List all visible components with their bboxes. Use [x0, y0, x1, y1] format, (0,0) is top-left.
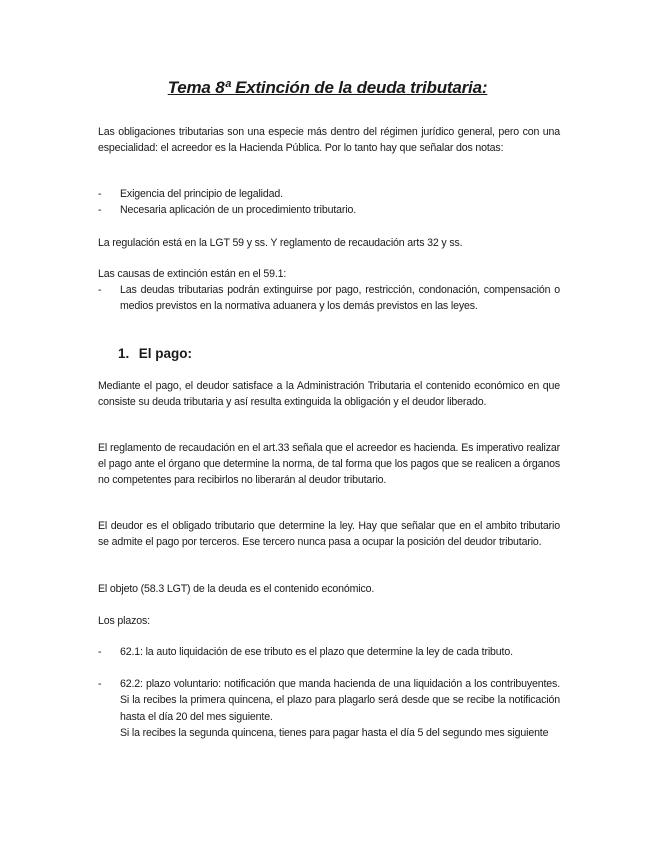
plazo-text-continued: Si la recibes la segunda quincena, tienes para pagar hasta el día 5 del segundo mes siguiente	[120, 726, 549, 739]
notes-list	[98, 186, 560, 218]
causes-text: Las deudas tributarias podrán extinguirse por pago, restricción, condonación, compensación o medios previstos en la normativa aduanera y los demás previstos en las leyes.	[120, 284, 560, 313]
section-title: El pago:	[138, 346, 193, 361]
paragraph-deudor: El deudor es el obligado tributario que determine la ley. Hay que señalar que en el ambito tributario se admite el pago por terceros. Ese tercero nunca pasa a ocupar la posición del deudor tributario.	[98, 520, 560, 549]
section-heading	[118, 346, 192, 361]
document-title: Tema 8ª Extinción de la deuda tributaria:	[167, 78, 488, 97]
list-item	[98, 282, 560, 314]
bullet-dash: -	[98, 284, 102, 296]
plazo-text: 62.1: la auto liquidación de ese tributo es el plazo que determine la ley de cada tributo.	[120, 646, 513, 658]
bullet-dash: -	[98, 678, 102, 691]
list-item	[98, 644, 560, 660]
list-item	[98, 186, 560, 202]
plazo-text: 62.2: plazo voluntario: notificación que manda hacienda de una liquidación a los contribuyentes. Si la recibes la primera quincena, el plazo para plagarlo será desde que se recibe la notificación hasta el día 20 del mes siguiente.	[120, 678, 560, 723]
list-item	[98, 676, 560, 741]
section-number: 1.	[118, 346, 130, 361]
causes-intro: Las causas de extinción están en el 59.1:	[98, 268, 287, 280]
note-text: Necesaria aplicación de un procedimiento tributario.	[120, 204, 356, 217]
bullet-dash: -	[98, 204, 102, 217]
paragraph-objeto: El objeto (58.3 LGT) de la deuda es el contenido económico.	[98, 583, 375, 595]
bullet-dash: -	[98, 646, 102, 658]
plazos-list	[98, 644, 560, 741]
causes-list	[98, 282, 560, 314]
bullet-dash: -	[98, 188, 102, 200]
paragraph-reglamento: El reglamento de recaudación en el art.33 señala que el acreedor es hacienda. Es imperativo realizar el pago ante el órgano que determine la norma, de tal forma que los pagos que se realicen a órganos no competentes para recibirlos no liberarán al deudor tributario.	[98, 442, 560, 487]
paragraph-pago: Mediante el pago, el deudor satisface a la Administración Tributaria el contenido económico en que consiste su deuda tributaria y así resulta extinguida la obligación y el deudor liberado.	[98, 380, 560, 409]
list-item	[98, 202, 560, 218]
paragraph-plazos: Los plazos:	[98, 615, 150, 627]
note-text: Exigencia del principio de legalidad.	[120, 188, 283, 200]
intro-paragraph: Las obligaciones tributarias son una especie más dentro del régimen jurídico general, pero con una especialidad: el acreedor es la Hacienda Pública. Por lo tanto hay que señalar dos notas:	[98, 126, 560, 155]
regulation-paragraph: La regulación está en la LGT 59 y ss. Y reglamento de recaudación arts 32 y ss.	[98, 237, 463, 249]
